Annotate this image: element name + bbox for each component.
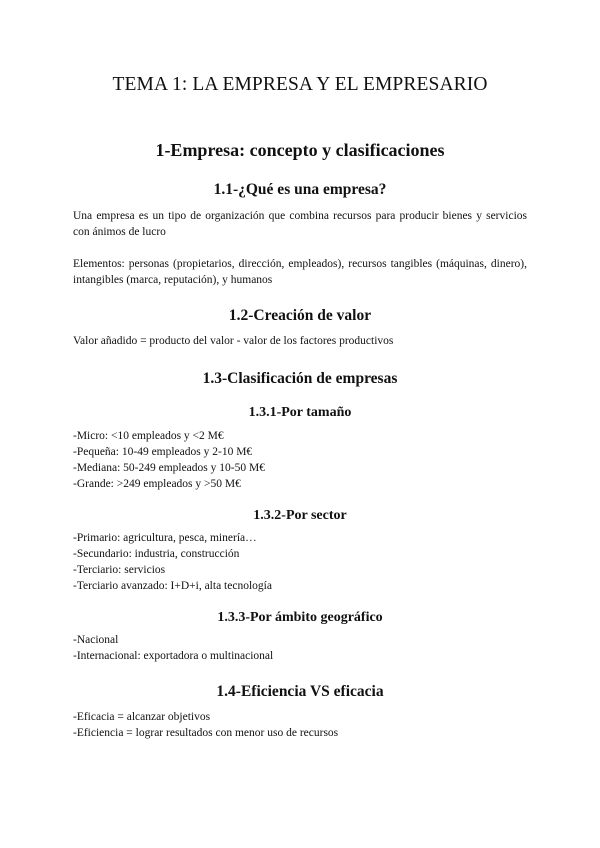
section-heading-1: 1-Empresa: concepto y clasificaciones	[155, 140, 445, 160]
section-heading-1-3: 1.3-Clasificación de empresas	[202, 370, 398, 387]
list-item: -Grande: >249 empleados y >50 M€	[73, 478, 241, 490]
paragraph-value-added: Valor añadido = producto del valor - valor de los factores productivos	[73, 335, 394, 347]
sector-classification-list	[73, 530, 527, 594]
list-item: -Nacional	[73, 634, 119, 646]
list-item: -Terciario avanzado: I+D+i, alta tecnología	[73, 580, 272, 592]
efficiency-list	[73, 709, 527, 741]
paragraph-elements: Elementos: personas (propietarios, dirección, empleados), recursos tangibles (máquinas, dinero), intangibles (marca, reputación), y humanos	[73, 258, 527, 286]
section-heading-1-1: 1.1-¿Qué es una empresa?	[213, 181, 387, 198]
document-title: TEMA 1: LA EMPRESA Y EL EMPRESARIO	[112, 74, 488, 95]
list-item: -Primario: agricultura, pesca, minería…	[73, 532, 257, 544]
list-item: -Pequeña: 10-49 empleados y 2-10 M€	[73, 446, 253, 458]
list-item: -Internacional: exportadora o multinacional	[73, 650, 274, 662]
list-item: -Mediana: 50-249 empleados y 10-50 M€	[73, 462, 265, 474]
list-item: -Eficacia = alcanzar objetivos	[73, 711, 211, 723]
section-heading-1-2: 1.2-Creación de valor	[228, 307, 372, 324]
subsection-heading-1-3-3: 1.3.3-Por ámbito geográfico	[217, 610, 383, 625]
list-item: -Secundario: industria, construcción	[73, 548, 240, 560]
subsection-heading-1-3-1: 1.3.1-Por tamaño	[248, 405, 352, 420]
subsection-heading-1-3-2: 1.3.2-Por sector	[253, 508, 347, 523]
size-classification-list	[73, 428, 527, 492]
list-item: -Eficiencia = lograr resultados con menor uso de recursos	[73, 727, 339, 739]
section-heading-1-4: 1.4-Eficiencia VS eficacia	[216, 683, 384, 700]
list-item: -Micro: <10 empleados y <2 M€	[73, 430, 224, 442]
paragraph-definition: Una empresa es un tipo de organización que combina recursos para producir bienes y servicios con ánimos de lucro	[73, 210, 527, 238]
list-item: -Terciario: servicios	[73, 564, 166, 576]
geographic-classification-list	[73, 632, 527, 664]
